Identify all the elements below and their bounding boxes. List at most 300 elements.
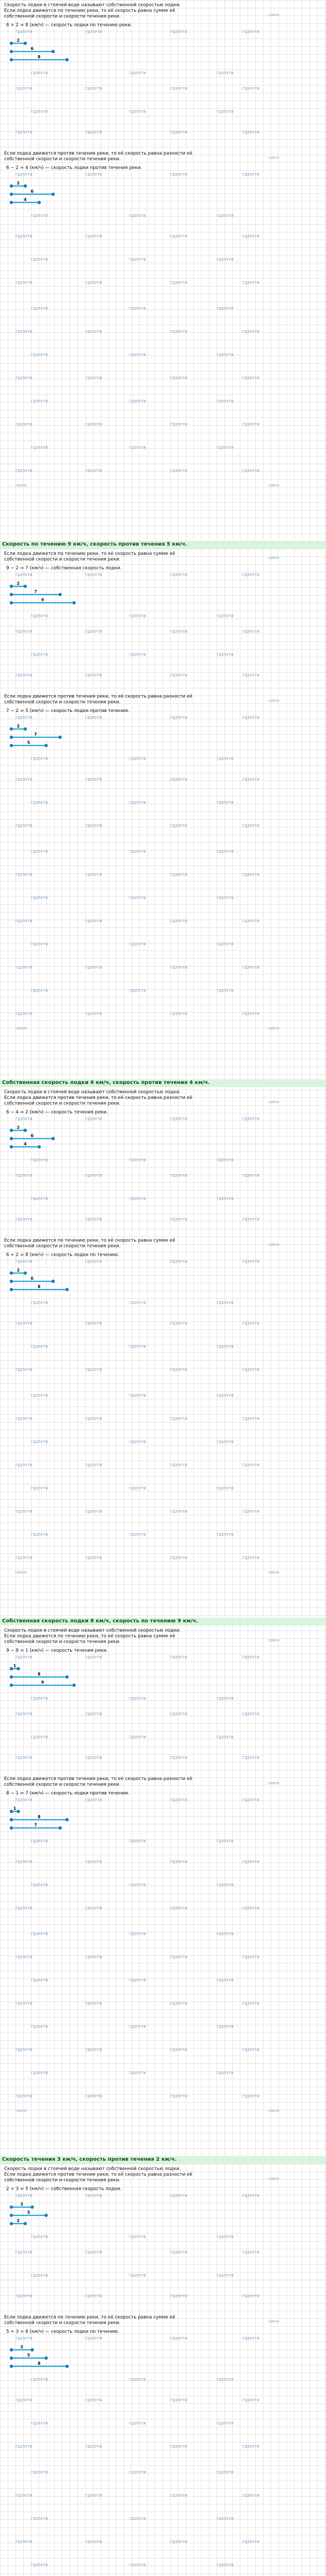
watermark-text: ГДЗПУТИ: [242, 130, 260, 134]
watermark-text: ГДЗПУТИ: [242, 2336, 260, 2341]
section-heading: [0, 541, 326, 549]
segment-endpoint: [10, 1280, 13, 1283]
segment-endpoint: [24, 727, 27, 731]
watermark-text: ГДЗПУТИ: [31, 2470, 48, 2475]
watermark-text: ГДЗПУТИ: [15, 2110, 27, 2113]
watermark-text: ГДЗПУТИ: [242, 422, 260, 427]
watermark-text: ГДЗПУТИ: [242, 1712, 260, 1716]
watermark-text: ГДЗПУТИ: [15, 2494, 33, 2498]
watermark-text: ГДЗПУТИ: [129, 896, 146, 900]
watermark-text: ГДЗПУТИ: [129, 850, 146, 854]
watermark-text: ГДЗПУТИ: [242, 1368, 260, 1372]
watermark-text: ГДЗПУТИ: [170, 173, 188, 177]
watermark-text: ГДЗПУТИ: [15, 919, 33, 923]
watermark-text: ГДЗПУТИ: [31, 757, 48, 761]
watermark-text: ГДЗПУТИ: [15, 1417, 33, 1421]
watermark-text: ГДЗПУТИ: [129, 258, 146, 262]
watermark-text: ГДЗПУТИ: [170, 1712, 188, 1716]
watermark-text: ГДЗПУТИ: [217, 1158, 234, 1162]
watermark-text: ГДЗПУТИ: [242, 2398, 260, 2402]
watermark-text: ГДЗПУТИ: [129, 1735, 146, 1739]
watermark-text: ГДЗПУТИ: [15, 1510, 33, 1514]
segment-diagram: [0, 40, 326, 65]
section-heading-text: Собственная скорость лодки 6 км/ч, скорость против течения 4 км/ч.: [2, 1080, 210, 1086]
explanation-text-line: собственной скорости и скорости течения реки.: [4, 1244, 121, 1249]
watermark-text: ГДЗПУТИ: [217, 942, 234, 946]
watermark-text: ГДЗПУТИ: [242, 1174, 260, 1178]
watermark-text: ГДЗПУТИ: [268, 14, 280, 17]
watermark-text: ГДЗПУТИ: [85, 1260, 103, 1264]
watermark-text: ГДЗПУТИ: [217, 989, 234, 993]
segment-label: 8: [38, 1815, 41, 1819]
watermark-text: ГДЗПУТИ: [268, 1027, 280, 1030]
watermark-text: ГДЗПУТИ: [85, 824, 103, 828]
segment-endpoint: [72, 1684, 75, 1687]
watermark-text: ГДЗПУТИ: [217, 2421, 234, 2426]
segment-endpoint: [58, 1826, 61, 1829]
watermark-text: ГДЗПУТИ: [15, 1955, 33, 1959]
segment-endpoint: [38, 201, 41, 204]
watermark-text: ГДЗПУТИ: [242, 30, 260, 34]
watermark-text: ГДЗПУТИ: [170, 824, 188, 828]
watermark-text: ГДЗПУТИ: [242, 824, 260, 828]
watermark-text: ГДЗПУТИ: [217, 1883, 234, 1887]
watermark-text: ГДЗПУТИ: [15, 965, 33, 970]
formula-line: 9 − 2 = 7 (км/ч) — собственная скорость лодки.: [6, 566, 122, 571]
watermark-text: ГДЗПУТИ: [170, 1906, 188, 1910]
watermark-text: ГДЗПУТИ: [15, 824, 33, 828]
watermark-text: ГДЗПУТИ: [129, 1697, 146, 1701]
watermark-text: ГДЗПУТИ: [170, 873, 188, 877]
watermark-text: ГДЗПУТИ: [217, 1394, 234, 1398]
watermark-text: ГДЗПУТИ: [242, 1955, 260, 1959]
watermark-text: ГДЗПУТИ: [129, 2071, 146, 2075]
watermark-text: ГДЗПУТИ: [31, 1158, 48, 1162]
watermark-text: ГДЗПУТИ: [129, 2235, 146, 2239]
segment-endpoint: [10, 2222, 13, 2225]
watermark-text: ГДЗПУТИ: [129, 307, 146, 311]
watermark-text: ГДЗПУТИ: [15, 469, 33, 473]
segment-endpoint: [52, 193, 55, 196]
intro-text-line: собственной скорости и скорости течения реки.: [4, 557, 121, 562]
watermark-text: ГДЗПУТИ: [31, 1932, 48, 1936]
watermark-text: ГДЗПУТИ: [15, 330, 33, 334]
segment-diagram: [0, 1270, 326, 1295]
watermark-text: ГДЗПУТИ: [242, 2294, 260, 2298]
watermark-text: ГДЗПУТИ: [242, 1756, 260, 1760]
watermark-text: ГДЗПУТИ: [129, 801, 146, 805]
segment-endpoint: [66, 1675, 69, 1679]
watermark-text: ГДЗПУТИ: [85, 1756, 103, 1760]
watermark-text: ГДЗПУТИ: [31, 214, 48, 218]
segment-endpoint: [10, 1818, 13, 1821]
watermark-text: ГДЗПУТИ: [170, 234, 188, 239]
watermark-text: ГДЗПУТИ: [242, 673, 260, 677]
watermark-text: ГДЗПУТИ: [31, 307, 48, 311]
watermark-text: ГДЗПУТИ: [242, 1321, 260, 1326]
intro-text-line: собственной скорости и скорости течения реки.: [4, 2178, 121, 2183]
watermark-text: ГДЗПУТИ: [268, 1571, 280, 1574]
watermark-text: ГДЗПУТИ: [170, 1798, 188, 1802]
watermark-text: ГДЗПУТИ: [85, 573, 103, 577]
watermark-text: ГДЗПУТИ: [15, 1260, 33, 1264]
watermark-text: ГДЗПУТИ: [242, 1798, 260, 1802]
watermark-text: ГДЗПУТИ: [31, 942, 48, 946]
watermark-text: ГДЗПУТИ: [85, 2002, 103, 2006]
watermark-text: ГДЗПУТИ: [129, 989, 146, 993]
segment-endpoint: [10, 2365, 13, 2368]
segment-endpoint: [10, 744, 13, 747]
watermark-text: ГДЗПУТИ: [15, 234, 33, 239]
segment-endpoint: [24, 42, 27, 45]
segment-label: 7: [34, 732, 37, 737]
watermark-text: ГДЗПУТИ: [129, 1440, 146, 1444]
intro-text-line: Если лодка движется по течению реки, то её скорость равна сумме её: [4, 8, 175, 13]
segment-label: 6: [30, 1133, 34, 1138]
formula-line: 7 − 2 = 5 (км/ч) — скорость лодки против течения.: [6, 708, 129, 714]
watermark-text: ГДЗПУТИ: [170, 2250, 188, 2255]
watermark-text: ГДЗПУТИ: [217, 2025, 234, 2029]
watermark-text: ГДЗПУТИ: [31, 1345, 48, 1349]
formula-line: 9 − 8 = 1 (км/ч) — скорость течения реки.: [6, 1648, 108, 1653]
intro-text-line: Если лодка движется по течению реки, то её скорость равна сумме её: [4, 551, 175, 556]
watermark-text: ГДЗПУТИ: [170, 330, 188, 334]
segment-endpoint: [17, 1810, 20, 1813]
formula-line: 8 − 1 = 7 (км/ч) — скорость лодки против течения.: [6, 1791, 129, 1796]
watermark-text: ГДЗПУТИ: [242, 234, 260, 239]
segment-endpoint: [52, 1137, 55, 1140]
watermark-text: ГДЗПУТИ: [15, 1860, 33, 1864]
watermark-text: ГДЗПУТИ: [85, 30, 103, 34]
watermark-text: ГДЗПУТИ: [31, 2071, 48, 2075]
watermark-text: ГДЗПУТИ: [129, 1345, 146, 1349]
watermark-text: ГДЗПУТИ: [268, 2320, 280, 2324]
watermark-text: ГДЗПУТИ: [31, 2025, 48, 2029]
watermark-text: ГДЗПУТИ: [170, 376, 188, 380]
watermark-text: ГДЗПУТИ: [242, 1117, 260, 1121]
watermark-text: ГДЗПУТИ: [170, 2494, 188, 2498]
segment-label: 1: [13, 1806, 17, 1811]
watermark-text: ГДЗПУТИ: [268, 2110, 280, 2113]
watermark-text: ГДЗПУТИ: [129, 1394, 146, 1398]
watermark-text: ГДЗПУТИ: [242, 281, 260, 285]
segment-endpoint: [10, 593, 13, 596]
explanation-text-line: Если лодка движется против течения реки, то её скорость равна разности её: [4, 694, 192, 699]
segment-endpoint: [66, 1288, 69, 1291]
section-heading: [0, 2156, 326, 2164]
intro-text-line: собственной скорости и скорости течения реки.: [4, 1639, 121, 1645]
watermark-text: ГДЗПУТИ: [85, 1417, 103, 1421]
watermark-text: ГДЗПУТИ: [85, 2540, 103, 2544]
watermark-text: ГДЗПУТИ: [217, 1440, 234, 1444]
explanation-text-line: собственной скорости и скорости течения реки.: [4, 2320, 121, 2326]
watermark-text: ГДЗПУТИ: [85, 422, 103, 427]
segment-label: 9: [41, 1680, 44, 1685]
watermark-text: ГДЗПУТИ: [242, 330, 260, 334]
explanation-text-line: собственной скорости и скорости течения реки.: [4, 1782, 121, 1787]
watermark-text: ГДЗПУТИ: [85, 673, 103, 677]
watermark-text: ГДЗПУТИ: [217, 850, 234, 854]
watermark-text: ГДЗПУТИ: [170, 1012, 188, 1016]
watermark-text: ГДЗПУТИ: [217, 2517, 234, 2521]
watermark-text: ГДЗПУТИ: [85, 234, 103, 239]
segment-endpoint: [66, 1818, 69, 1821]
watermark-text: ГДЗПУТИ: [31, 446, 48, 450]
watermark-text: ГДЗПУТИ: [268, 1639, 280, 1642]
watermark-text: ГДЗПУТИ: [85, 777, 103, 782]
watermark-text: ГДЗПУТИ: [170, 1117, 188, 1121]
watermark-text: ГДЗПУТИ: [217, 1301, 234, 1305]
watermark-text: ГДЗПУТИ: [170, 130, 188, 134]
segment-diagram: [0, 2347, 326, 2371]
segment-label: 4: [24, 197, 27, 202]
watermark-text: ГДЗПУТИ: [31, 1883, 48, 1887]
watermark-text: ГДЗПУТИ: [242, 1463, 260, 1467]
watermark-text: ГДЗПУТИ: [85, 1368, 103, 1372]
watermark-text: ГДЗПУТИ: [217, 2235, 234, 2239]
watermark-text: ГДЗПУТИ: [85, 1712, 103, 1716]
watermark-text: ГДЗПУТИ: [85, 2048, 103, 2052]
watermark-text: ГДЗПУТИ: [242, 1217, 260, 1222]
watermark-text: ГДЗПУТИ: [85, 1012, 103, 1016]
segment-endpoint: [10, 1810, 13, 1813]
watermark-text: ГДЗПУТИ: [15, 484, 27, 487]
watermark-text: ГДЗПУТИ: [31, 1440, 48, 1444]
intro-text-line: Скорость лодки в стоячей воде называют собственной скоростью лодки.: [4, 1090, 181, 1095]
segment-label: 2: [17, 181, 20, 185]
watermark-text: ГДЗПУТИ: [170, 777, 188, 782]
segment-endpoint: [10, 1667, 13, 1670]
watermark-text: ГДЗПУТИ: [170, 2294, 188, 2298]
watermark-text: ГДЗПУТИ: [170, 716, 188, 720]
watermark-text: ГДЗПУТИ: [15, 87, 33, 91]
watermark-text: ГДЗПУТИ: [170, 2398, 188, 2402]
watermark-text: ГДЗПУТИ: [31, 1735, 48, 1739]
watermark-text: ГДЗПУТИ: [170, 1955, 188, 1959]
watermark-text: ГДЗПУТИ: [85, 1510, 103, 1514]
watermark-text: ГДЗПУТИ: [15, 130, 33, 134]
section-heading-text: Скорость по течению 9 км/ч, скорость против течения 5 км/ч.: [2, 541, 187, 547]
segment-diagram: [0, 2204, 326, 2229]
watermark-text: ГДЗПУТИ: [170, 1655, 188, 1659]
watermark-text: ГДЗПУТИ: [129, 1883, 146, 1887]
segment-diagram: [0, 1666, 326, 1690]
segment-label: 5: [27, 740, 30, 745]
watermark-text: ГДЗПУТИ: [217, 2071, 234, 2075]
watermark-text: ГДЗПУТИ: [170, 1217, 188, 1222]
segment-label: 7: [34, 1823, 37, 1827]
watermark-text: ГДЗПУТИ: [31, 353, 48, 357]
watermark-text: ГДЗПУТИ: [129, 1301, 146, 1305]
segment-endpoint: [10, 601, 13, 604]
watermark-text: ГДЗПУТИ: [242, 2250, 260, 2255]
watermark-text: ГДЗПУТИ: [15, 2048, 33, 2052]
segment-label: 2: [17, 1125, 20, 1130]
watermark-text: ГДЗПУТИ: [15, 2294, 33, 2298]
watermark-text: ГДЗПУТИ: [242, 2094, 260, 2098]
watermark-text: ГДЗПУТИ: [170, 30, 188, 34]
segment-label: 9: [41, 598, 44, 602]
watermark-text: ГДЗПУТИ: [15, 1368, 33, 1372]
watermark-text: ГДЗПУТИ: [85, 2336, 103, 2341]
watermark-text: ГДЗПУТИ: [15, 2002, 33, 2006]
segment-label: 8: [38, 1284, 41, 1289]
watermark-text: ГДЗПУТИ: [15, 2398, 33, 2402]
watermark-text: ГДЗПУТИ: [85, 281, 103, 285]
segment-endpoint: [66, 58, 69, 61]
watermark-text: ГДЗПУТИ: [85, 330, 103, 334]
formula-line: 2 + 3 = 5 (км/ч) — собственная скорость лодки.: [6, 2187, 122, 2192]
watermark-text: ГДЗПУТИ: [85, 965, 103, 970]
intro-text-line: собственной скорости и скорости течения реки.: [4, 14, 121, 19]
watermark-text: ГДЗПУТИ: [170, 2194, 188, 2198]
segment-label: 5: [27, 2210, 30, 2215]
watermark-text: ГДЗПУТИ: [217, 614, 234, 618]
segment-endpoint: [24, 1272, 27, 1275]
watermark-text: ГДЗПУТИ: [15, 1174, 33, 1178]
segment-endpoint: [10, 2357, 13, 2360]
intro-text-line: Если лодка движется по течению реки, то её скорость равна сумме её: [4, 1634, 175, 1639]
watermark-text: ГДЗПУТИ: [242, 469, 260, 473]
watermark-text: ГДЗПУТИ: [129, 1486, 146, 1490]
explanation-text-line: Если лодка движется против течения реки, то её скорость равна разности её: [4, 1776, 192, 1782]
watermark-text: ГДЗПУТИ: [242, 2002, 260, 2006]
watermark-text: ГДЗПУТИ: [217, 2274, 234, 2278]
watermark-text: ГДЗПУТИ: [170, 1260, 188, 1264]
watermark-text: ГДЗПУТИ: [31, 1394, 48, 1398]
watermark-text: ГДЗПУТИ: [217, 71, 234, 75]
watermark-text: ГДЗПУТИ: [31, 71, 48, 75]
watermark-text: ГДЗПУТИ: [31, 2274, 48, 2278]
formula-line: 6 + 2 = 8 (км/ч) — скорость лодки по течению реки.: [6, 23, 132, 28]
watermark-text: ГДЗПУТИ: [129, 214, 146, 218]
watermark-text: ГДЗПУТИ: [31, 653, 48, 657]
watermark-text: ГДЗПУТИ: [85, 1798, 103, 1802]
watermark-text: ГДЗПУТИ: [242, 919, 260, 923]
watermark-text: ГДЗПУТИ: [242, 1655, 260, 1659]
segment-endpoint: [24, 184, 27, 188]
watermark-text: ГДЗПУТИ: [85, 2398, 103, 2402]
watermark-text: ГДЗПУТИ: [15, 1906, 33, 1910]
segment-label: 5: [27, 2353, 30, 2358]
segment-label: 2: [17, 2218, 20, 2223]
watermark-text: ГДЗПУТИ: [170, 1174, 188, 1178]
watermark-text: ГДЗПУТИ: [129, 353, 146, 357]
watermark-text: ГДЗПУТИ: [85, 2294, 103, 2298]
segment-label: 2: [17, 1268, 20, 1273]
watermark-text: ГДЗПУТИ: [129, 1533, 146, 1537]
watermark-text: ГДЗПУТИ: [242, 1556, 260, 1560]
watermark-text: ГДЗПУТИ: [217, 2563, 234, 2567]
explanation-text-line: Если лодка движется против течения реки, то её скорость равна разности её: [4, 151, 192, 156]
watermark-text: ГДЗПУТИ: [31, 896, 48, 900]
watermark-text: ГДЗПУТИ: [129, 110, 146, 114]
watermark-text: ГДЗПУТИ: [170, 1417, 188, 1421]
watermark-text: ГДЗПУТИ: [15, 1012, 33, 1016]
segment-endpoint: [58, 736, 61, 739]
watermark-text: ГДЗПУТИ: [85, 2445, 103, 2449]
watermark-text: ГДЗПУТИ: [85, 1321, 103, 1326]
watermark-text: ГДЗПУТИ: [268, 557, 280, 560]
watermark-text: ГДЗПУТИ: [217, 1533, 234, 1537]
watermark-text: ГДЗПУТИ: [15, 573, 33, 577]
watermark-text: ГДЗПУТИ: [85, 1860, 103, 1864]
watermark-text: ГДЗПУТИ: [85, 873, 103, 877]
watermark-text: ГДЗПУТИ: [268, 2178, 280, 2181]
segment-label: 6: [30, 1276, 34, 1281]
watermark-text: ГДЗПУТИ: [15, 2336, 33, 2341]
watermark-text: ГДЗПУТИ: [242, 777, 260, 782]
watermark-text: ГДЗПУТИ: [129, 2470, 146, 2475]
segment-endpoint: [10, 736, 13, 739]
watermark-text: ГДЗПУТИ: [129, 2563, 146, 2567]
watermark-text: ГДЗПУТИ: [31, 614, 48, 618]
watermark-text: ГДЗПУТИ: [15, 1556, 33, 1560]
watermark-text: ГДЗПУТИ: [170, 1556, 188, 1560]
watermark-text: ГДЗПУТИ: [31, 1301, 48, 1305]
watermark-text: ГДЗПУТИ: [170, 2445, 188, 2449]
watermark-text: ГДЗПУТИ: [217, 757, 234, 761]
watermark-text: ГДЗПУТИ: [15, 777, 33, 782]
watermark-text: ГДЗПУТИ: [242, 2445, 260, 2449]
watermark-text: ГДЗПУТИ: [217, 307, 234, 311]
watermark-text: ГДЗПУТИ: [170, 2540, 188, 2544]
watermark-text: ГДЗПУТИ: [242, 716, 260, 720]
watermark-text: ГДЗПУТИ: [170, 2094, 188, 2098]
watermark-text: ГДЗПУТИ: [129, 2274, 146, 2278]
watermark-text: ГДЗПУТИ: [85, 1556, 103, 1560]
watermark-text: ГДЗПУТИ: [129, 614, 146, 618]
watermark-text: ГДЗПУТИ: [15, 376, 33, 380]
watermark-text: ГДЗПУТИ: [15, 1027, 27, 1030]
segment-diagram: [0, 1127, 326, 1152]
watermark-text: ГДЗПУТИ: [85, 630, 103, 634]
watermark-text: ГДЗПУТИ: [242, 1510, 260, 1514]
watermark-text: ГДЗПУТИ: [31, 110, 48, 114]
watermark-text: ГДЗПУТИ: [217, 214, 234, 218]
formula-line: 6 + 2 = 8 (км/ч) — скорость лодки по течению.: [6, 1252, 119, 1258]
watermark-text: ГДЗПУТИ: [31, 1486, 48, 1490]
watermark-text: ГДЗПУТИ: [85, 469, 103, 473]
segment-endpoint: [30, 2348, 34, 2351]
watermark-text: ГДЗПУТИ: [242, 2540, 260, 2544]
watermark-text: ГДЗПУТИ: [217, 801, 234, 805]
watermark-text: ГДЗПУТИ: [15, 422, 33, 427]
section-heading-text: Собственная скорость лодки 8 км/ч, скорость по течению 9 км/ч.: [2, 1618, 198, 1624]
segment-label: 8: [38, 55, 41, 59]
segment-endpoint: [10, 2206, 13, 2209]
segment-endpoint: [30, 2206, 34, 2209]
watermark-text: ГДЗПУТИ: [85, 1463, 103, 1467]
segment-label: 3: [20, 2202, 23, 2207]
watermark-text: ГДЗПУТИ: [242, 87, 260, 91]
watermark-text: ГДЗПУТИ: [242, 2194, 260, 2198]
segment-diagram: [0, 1808, 326, 1833]
watermark-text: ГДЗПУТИ: [15, 1321, 33, 1326]
segment-endpoint: [17, 1667, 20, 1670]
formula-line: 6 − 2 = 4 (км/ч) — скорость лодки против течения реки.: [6, 165, 142, 171]
watermark-text: ГДЗПУТИ: [217, 110, 234, 114]
segment-endpoint: [52, 1280, 55, 1283]
watermark-text: ГДЗПУТИ: [85, 173, 103, 177]
watermark-text: ГДЗПУТИ: [217, 1932, 234, 1936]
watermark-text: ГДЗПУТИ: [129, 653, 146, 657]
watermark-text: ГДЗПУТИ: [217, 258, 234, 262]
watermark-text: ГДЗПУТИ: [85, 1655, 103, 1659]
watermark-text: ГДЗПУТИ: [15, 873, 33, 877]
intro-text-line: Скорость лодки в стоячей воде называют собственной скоростью лодки.: [4, 1628, 181, 1633]
watermark-text: ГДЗПУТИ: [170, 1756, 188, 1760]
